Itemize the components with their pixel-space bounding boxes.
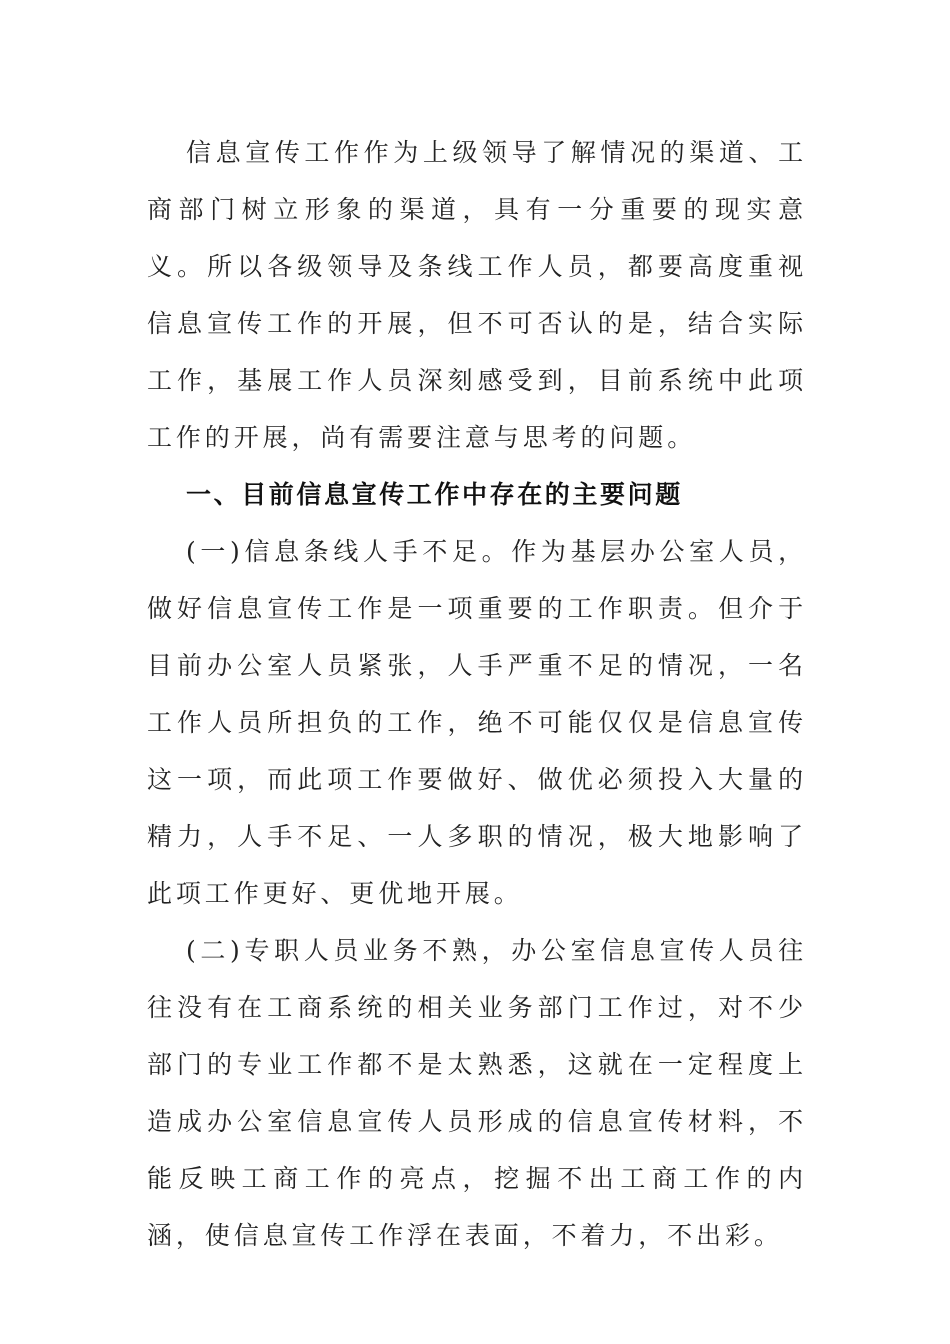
issue-two-paragraph: (二)专职人员业务不熟，办公室信息宣传人员往往没有在工商系统的相关业务部门工作过，对不少部门的专业工作都不是太熟悉，这就在一定程度上造成办公室信息宣传人员形成的信息宣传材料，不能反映工商工作的亮点，挖掘不出工商工作的内涵，使信息宣传工作浮在表面，不着力，不出彩。: [147, 936, 807, 1250]
intro-paragraph: 信息宣传工作作为上级领导了解情况的渠道、工商部门树立形象的渠道，具有一分重要的现实意义。所以各级领导及条线工作人员，都要高度重视信息宣传工作的开展，但不可否认的是，结合实际工作，基展工作人员深刻感受到，目前系统中此项工作的开展，尚有需要注意与思考的问题。: [147, 138, 807, 452]
document-body: [147, 124, 807, 1264]
section-heading: 一、目前信息宣传工作中存在的主要问题: [186, 480, 683, 509]
issue-one-paragraph: (一)信息条线人手不足。作为基层办公室人员，做好信息宣传工作是一项重要的工作职责。但介于目前办公室人员紧张，人手严重不足的情况，一名工作人员所担负的工作，绝不可能仅仅是信息宣传这一项，而此项工作要做好、做优必须投入大量的精力，人手不足、一人多职的情况，极大地影响了此项工作更好、更优地开展。: [147, 537, 807, 908]
